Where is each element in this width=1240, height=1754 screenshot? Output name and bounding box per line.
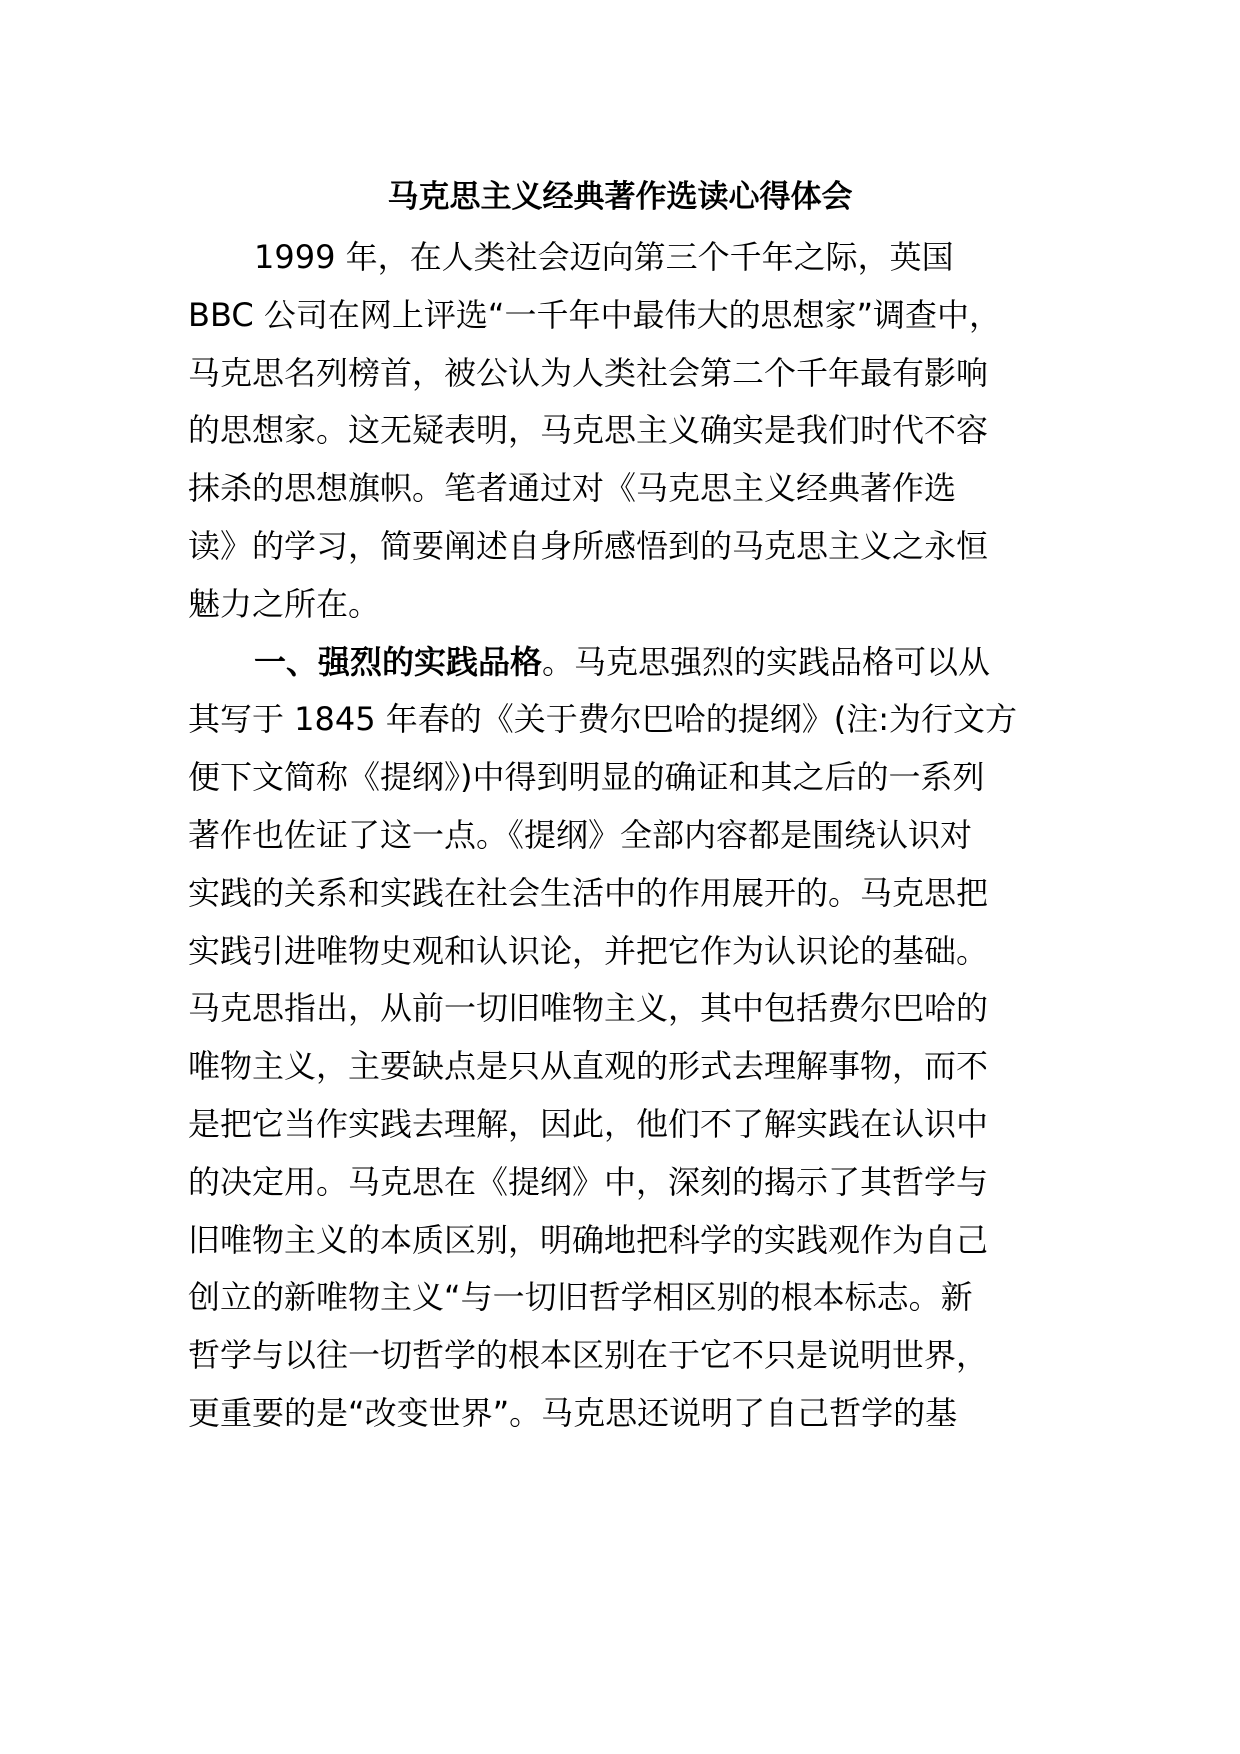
line-text: 魅力之所在。 xyxy=(188,584,381,623)
line-text: 的思想家。这无疑表明，马克思主义确实是我们时代不容 xyxy=(188,411,989,450)
text-line xyxy=(188,348,1048,398)
line-text: 是把它当作实践去理解，因此，他们不了解实践在认识中 xyxy=(188,1105,989,1143)
document-title: 马克思主义经典著作选读心得体会 xyxy=(387,179,853,215)
text-line xyxy=(188,1099,1048,1149)
text-line xyxy=(254,637,1048,687)
text-line xyxy=(188,579,1048,629)
text-line xyxy=(188,926,1048,976)
line-text: 更重要的是“改变世界”。马克思还说明了自己哲学的基 xyxy=(188,1394,958,1432)
line-text: 1999 年，在人类社会迈向第三个千年之际，英国 xyxy=(254,238,954,276)
text-line xyxy=(254,232,1048,282)
line-text: 实践引进唯物史观和认识论，并把它作为认识论的基础。 xyxy=(188,931,989,970)
text-line xyxy=(188,810,1048,860)
line-text: 便下文简称《提纲》)中得到明显的确证和其之后的一系列 xyxy=(188,758,985,797)
line-text: 哲学与以往一切哲学的根本区别在于它不只是说明世界， xyxy=(188,1336,989,1375)
line-text: 实践的关系和实践在社会生活中的作用展开的。马克思把 xyxy=(188,873,989,912)
section-heading: 一、强烈的实践品格 xyxy=(254,642,543,681)
text-line xyxy=(188,1272,1048,1322)
line-text: 马克思指出，从前一切旧唯物主义，其中包括费尔巴哈的 xyxy=(188,989,989,1028)
text-line xyxy=(188,694,1048,744)
text-line xyxy=(188,1330,1048,1380)
line-text: 其写于 1845 年春的《关于费尔巴哈的提纲》(注:为行文方 xyxy=(188,700,1018,739)
text-line xyxy=(188,290,1048,340)
line-text: 旧唯物主义的本质区别，明确地把科学的实践观作为自己 xyxy=(188,1220,989,1259)
text-line xyxy=(188,463,1048,513)
text-line xyxy=(188,1388,1048,1438)
text-line xyxy=(188,868,1048,918)
line-text: 创立的新唯物主义“与一切旧哲学相区别的根本标志。新 xyxy=(188,1278,973,1317)
text-line xyxy=(188,983,1048,1033)
line-text: 马克思名列榜首，被公认为人类社会第二个千年最有影响 xyxy=(188,353,989,392)
text-line xyxy=(188,1215,1048,1265)
text-line xyxy=(188,752,1048,802)
line-text: 唯物主义，主要缺点是只从直观的形式去理解事物，而不 xyxy=(188,1047,989,1086)
line-text: BBC 公司在网上评选“一千年中最伟大的思想家”调查中， xyxy=(188,295,1002,334)
line-text: 抹杀的思想旗帜。笔者通过对《马克思主义经典著作选 xyxy=(188,469,957,508)
line-text: 。马克思强烈的实践品格可以从 xyxy=(542,642,991,681)
text-line xyxy=(188,1041,1048,1091)
text-line xyxy=(188,1157,1048,1207)
text-line xyxy=(188,521,1048,571)
text-line xyxy=(188,405,1048,455)
line-text: 的决定用。马克思在《提纲》中，深刻的揭示了其哲学与 xyxy=(188,1162,989,1201)
line-text: 著作也佐证了这一点。《提纲》全部内容都是围绕认识对 xyxy=(188,816,973,854)
line-text: 读》的学习，简要阐述自身所感悟到的马克思主义之永恒 xyxy=(188,527,989,565)
